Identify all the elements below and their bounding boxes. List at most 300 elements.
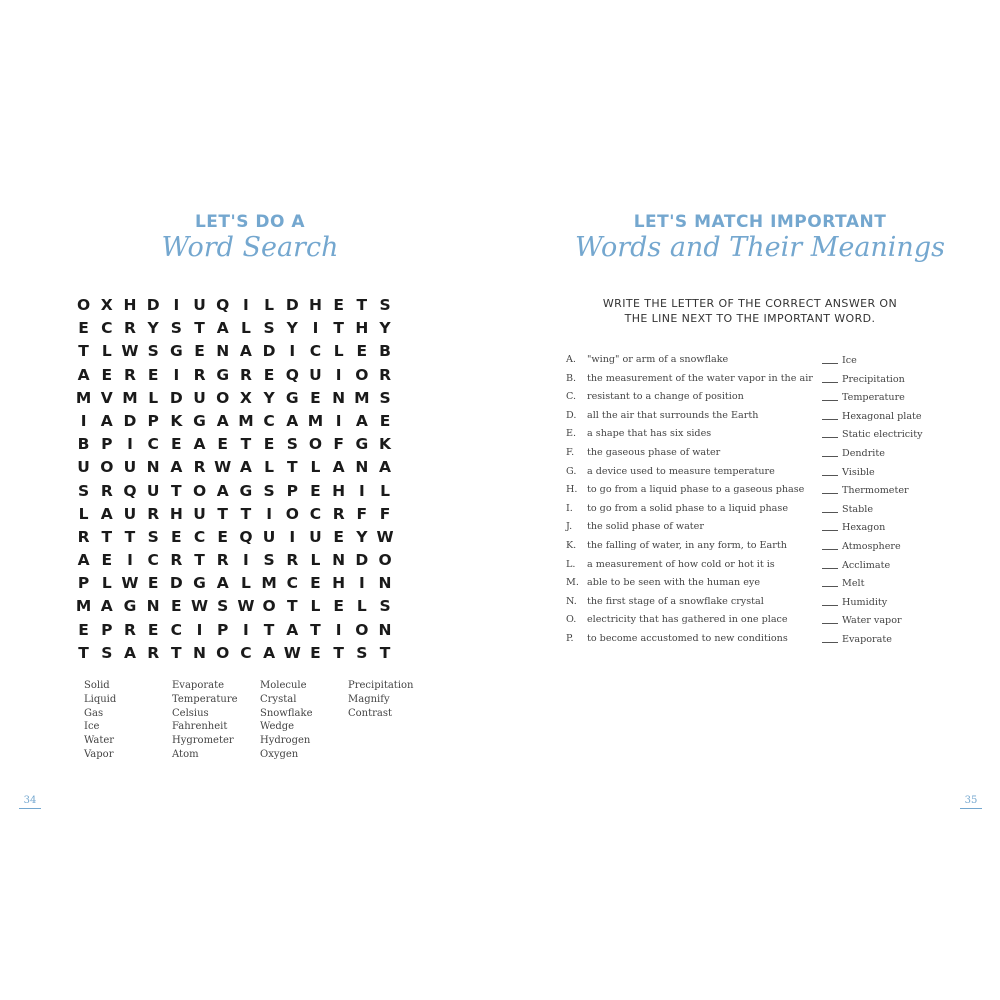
grid-letter: D [169,574,183,593]
definition-row [566,425,826,444]
grid-letter: C [170,620,183,639]
definition-letter: J. [566,521,573,533]
term-row [822,425,932,444]
definition-letter: E. [566,428,577,440]
grid-letter: G [193,574,206,593]
grid-letter: A [170,458,183,477]
grid-letter: E [171,527,182,546]
grid-letter: A [216,574,229,593]
grid-letter: T [263,620,275,639]
answer-blank[interactable] [822,444,838,457]
definition-row [566,537,826,556]
grid-letter: I [173,296,180,314]
definition-letter: M. [566,577,579,589]
grid-letter: L [310,458,321,477]
term-text: Hexagon [842,522,886,534]
grid-letter [397,619,420,642]
grid-letter: X [239,388,252,407]
grid-letter: U [309,365,322,384]
grid-letter: I [335,365,342,384]
matching-title: Words and Their Meanings [575,232,945,263]
grid-letter: A [77,551,90,570]
grid-letter: T [78,643,89,662]
grid-letter: T [379,643,391,662]
grid-letter: O [216,388,230,407]
grid-letter: I [127,435,133,454]
grid-letter: A [216,481,229,500]
grid-letter: I [127,551,133,570]
grid-letter: E [171,597,182,616]
answer-blank[interactable] [822,388,838,401]
grid-letter: A [355,411,368,430]
grid-letter: I [358,481,365,500]
word-bank-word: Liquid [84,693,117,705]
definition-letter: N. [566,595,577,607]
grid-letter: R [147,643,160,662]
term-text: Precipitation [842,373,905,385]
word-bank-word: Snowflake [260,707,313,719]
definition-text: to go from a liquid phase to a gaseous phase [587,484,805,496]
answer-blank[interactable] [822,611,838,624]
grid-letter: E [171,435,182,454]
grid-letter: E [147,365,159,384]
answer-blank[interactable] [822,500,838,513]
grid-letter: N [332,551,346,570]
answer-blank[interactable] [822,370,838,383]
definition-text: the solid phase of water [587,521,704,533]
grid-letter: S [147,342,159,361]
term-row [822,351,932,370]
grid-letter: D [123,411,137,430]
grid-letter: N [355,458,369,477]
grid-letter: O [355,620,369,639]
page-number-rule-right [960,808,982,809]
grid-letter: M [75,388,92,407]
answer-blank[interactable] [822,537,838,550]
grid-letter: H [332,574,346,593]
grid-letter: N [332,388,346,407]
grid-letter: H [355,319,369,338]
grid-letter: E [356,342,368,361]
definition-letter: A. [566,354,576,365]
grid-letter: G [285,388,299,407]
grid-letter: E [101,365,113,384]
grid-letter: R [239,365,252,384]
grid-letter: L [333,342,344,361]
grid-letter: M [261,574,277,593]
grid-letter: I [196,620,203,639]
definition-row [566,593,826,612]
answer-blank[interactable] [822,425,838,438]
grid-letter: A [216,411,229,430]
answer-blank[interactable] [822,407,838,420]
grid-letter: G [193,411,206,430]
grid-letter: C [286,574,298,593]
grid-letter: T [194,319,205,338]
grid-letter: I [80,411,87,430]
grid-letter: Y [356,527,368,546]
definition-letter: D. [566,409,577,421]
word-bank-word: Hydrogen [260,735,311,747]
grid-letter: X [100,296,113,314]
grid-letter: E [147,620,159,639]
answer-blank[interactable] [822,463,838,476]
grid-letter: I [266,504,272,523]
grid-letter: S [101,643,113,662]
grid-letter: W [214,458,232,477]
grid-letter: L [101,342,112,361]
term-text: Dendrite [842,447,885,459]
grid-letter: F [333,435,344,454]
term-text: Hexagonal plate [842,410,922,422]
grid-letter: S [286,435,298,454]
grid-letter [397,317,420,340]
grid-letter: D [285,296,299,314]
grid-letter: E [379,411,391,430]
word-bank-word: Water [84,735,115,747]
grid-letter [397,364,420,387]
grid-letter: L [240,574,251,593]
page-number-rule-left [19,808,41,809]
grid-letter: W [283,643,301,662]
grid-letter: I [243,620,249,639]
grid-letter: N [216,342,230,361]
grid-letter: U [193,296,206,314]
term-text: Thermometer [842,485,909,497]
grid-letter: M [354,388,370,407]
grid-letter: R [286,551,299,570]
grid-letter: I [312,319,319,338]
answer-blank[interactable] [822,630,838,643]
term-row [822,630,932,649]
grid-letter: M [75,597,92,616]
grid-letter: Y [379,319,391,338]
word-bank-column [348,679,436,762]
definition-text: "wing" or arm of a snowflake [587,354,729,365]
grid-letter: T [333,643,344,662]
term-row [822,370,932,389]
grid-letter: C [101,319,113,338]
grid-letter [397,387,420,410]
grid-letter: F [379,504,391,523]
grid-letter [397,433,420,456]
grid-letter: U [262,527,276,546]
term-row [822,556,932,575]
term-row [822,388,932,407]
definition-letter: P. [566,632,574,644]
definition-text: all the air that surrounds the Earth [587,409,759,421]
grid-letter: I [173,365,180,384]
grid-letter: U [77,458,90,477]
grid-letter: K [170,411,183,430]
word-search-grid [72,294,420,665]
grid-letter: E [310,643,321,662]
grid-letter: E [333,296,344,314]
grid-letter: O [262,597,276,616]
grid-letter: A [193,435,206,454]
grid-letter: N [378,574,392,593]
grid-letter: S [379,388,391,407]
definition-row [566,518,826,537]
grid-letter: P [101,435,113,454]
grid-letter: D [262,342,276,361]
grid-letter: C [309,342,322,361]
grid-letter: W [121,342,139,361]
grid-letter: E [194,342,205,361]
word-bank-word: Hygrometer [172,735,234,747]
grid-letter: S [263,481,275,500]
term-row [822,444,932,463]
grid-letter: U [193,504,206,523]
grid-letter: N [146,597,160,616]
word-search-title: Word Search [161,232,339,263]
grid-letter: R [193,365,206,384]
grid-letter: E [78,620,89,639]
definitions-list [566,351,826,649]
grid-letter: N [146,458,160,477]
grid-letter: E [147,574,159,593]
definition-row [566,370,826,389]
grid-letter: D [146,296,160,314]
matching-kicker: LET'S MATCH IMPORTANT [633,212,887,232]
word-bank-word: Oxygen [260,748,299,760]
term-row [822,407,932,426]
grid-letter: O [285,504,299,523]
grid-letter: A [263,643,276,662]
grid-letter: O [378,551,392,570]
word-bank-column [172,679,260,762]
definition-row [566,611,826,630]
grid-letter: O [77,296,91,314]
grid-letter: B [77,435,90,454]
answer-blank[interactable] [822,518,838,531]
grid-letter [397,340,420,363]
term-row [822,593,932,612]
definition-row [566,351,826,370]
grid-letter: S [379,296,391,314]
grid-letter: P [101,620,113,639]
grid-letter: T [217,504,228,523]
grid-letter: E [333,597,344,616]
grid-letter: I [358,574,365,593]
grid-letter: R [147,504,160,523]
grid-letter: H [308,296,322,314]
answer-blank[interactable] [822,481,838,494]
grid-letter: H [332,481,346,500]
grid-letter: A [216,319,229,338]
grid-letter: G [216,365,230,384]
term-text: Ice [842,355,857,366]
grid-letter: E [310,388,321,407]
term-row [822,574,932,593]
word-bank-word: Gas [84,707,104,719]
grid-letter: G [169,342,183,361]
term-text: Evaporate [842,633,892,645]
grid-letter: R [124,620,136,639]
term-text: Static electricity [842,429,923,441]
grid-letter: L [101,574,112,593]
word-bank-word: Ice [84,721,100,733]
grid-letter: N [193,643,207,662]
grid-letter: T [356,296,368,314]
definition-row [566,444,826,463]
grid-letter [397,294,420,317]
word-bank-word: Evaporate [172,680,225,691]
term-row [822,463,932,482]
grid-letter: T [310,620,321,639]
grid-letter: R [216,551,229,570]
grid-letter: R [124,365,136,384]
grid-letter: L [310,551,321,570]
definition-letter: F. [566,446,575,458]
definition-text: electricity that has gathered in one place [587,614,788,626]
word-bank-column [84,679,172,762]
word-bank-word: Fahrenheit [172,721,228,733]
grid-letter: W [190,597,209,616]
grid-letter: C [263,411,275,430]
grid-letter: A [100,504,113,523]
grid-letter: P [147,411,159,430]
word-bank-word: Contrast [348,707,393,719]
terms-list [822,351,932,649]
definition-row [566,481,826,500]
grid-letter: R [170,551,183,570]
grid-letter: I [289,527,296,546]
definition-letter: H. [566,484,578,496]
word-bank-word: Celsius [172,707,209,719]
term-text: Visible [842,466,875,478]
grid-letter [397,572,420,595]
grid-letter: P [77,574,90,593]
grid-letter: A [100,411,113,430]
grid-letter: A [77,365,90,384]
term-row [822,518,932,537]
grid-letter: C [147,435,159,454]
word-bank [84,679,436,762]
grid-letter: E [310,574,321,593]
grid-letter: A [379,458,392,477]
grid-letter [397,595,420,618]
grid-letter: L [240,319,251,338]
grid-letter: C [240,643,252,662]
grid-letter: E [263,365,275,384]
grid-letter [397,549,420,572]
term-row [822,537,932,556]
word-bank-word: Solid [84,680,110,691]
answer-blank[interactable] [822,574,838,587]
grid-letter: I [289,342,296,361]
grid-letter: P [286,481,298,500]
grid-letter: U [193,388,206,407]
definition-row [566,630,826,649]
definition-text: a shape that has six sides [587,428,712,440]
definition-letter: O. [566,614,577,626]
answer-blank[interactable] [822,351,838,364]
grid-letter: I [243,296,249,314]
grid-letter: T [171,481,182,500]
grid-letter: M [238,411,254,430]
definition-letter: I. [566,502,573,514]
term-row [822,500,932,519]
grid-letter: O [216,643,230,662]
grid-letter: Y [263,388,275,407]
grid-letter: R [332,504,345,523]
definition-letter: K. [566,539,577,551]
word-search-kicker: LET'S DO A [194,212,306,232]
grid-letter: O [308,435,323,454]
grid-letter: B [379,342,391,361]
definition-row [566,388,826,407]
definition-text: a measurement of how cold or hot it is [587,558,775,570]
grid-letter: A [286,411,299,430]
grid-letter: C [147,551,159,570]
term-text: Humidity [842,596,888,608]
answer-blank[interactable] [822,556,838,569]
grid-letter: L [148,388,159,407]
grid-letter: W [376,527,394,546]
grid-letter: E [217,435,229,454]
definition-text: the measurement of the water vapor in the air [587,372,813,384]
grid-letter: M [307,411,324,430]
grid-letter: S [379,597,391,616]
term-text: Melt [842,578,865,590]
grid-letter: T [194,551,205,570]
definition-row [566,500,826,519]
grid-letter: A [100,597,113,616]
grid-letter: C [193,527,206,546]
grid-letter: K [379,435,392,454]
grid-letter: L [264,296,275,314]
grid-letter: D [355,551,369,570]
grid-letter: T [240,435,252,454]
word-bank-word: Wedge [260,721,295,733]
grid-letter: S [147,527,159,546]
grid-letter: O [355,365,369,384]
word-bank-word: Vapor [84,748,114,760]
grid-letter: R [77,527,90,546]
term-row [822,481,932,500]
grid-letter: C [309,504,322,523]
word-bank-column [260,679,348,762]
grid-letter: V [100,388,113,407]
grid-letter: W [121,574,139,593]
grid-letter: A [286,620,299,639]
grid-letter: U [123,504,137,523]
grid-letter: S [217,597,229,616]
grid-letter: Q [123,481,137,500]
grid-letter: R [124,319,136,338]
grid-letter: U [146,481,160,500]
grid-letter: L [310,597,321,616]
word-bank-word: Precipitation [348,680,414,691]
right-page [500,0,1000,1000]
term-text: Temperature [842,392,905,404]
definition-text: a device used to measure temperature [587,465,775,477]
grid-letter: T [286,458,298,477]
grid-letter: A [239,342,252,361]
grid-letter: M [122,388,138,407]
grid-letter: T [333,319,344,338]
grid-letter: E [310,481,321,500]
grid-letter: P [217,620,229,639]
grid-letter: E [101,551,113,570]
grid-letter: N [378,620,392,639]
word-bank-word: Temperature [172,693,238,705]
grid-letter: I [243,551,249,570]
definition-row [566,556,826,575]
definition-text: able to be seen with the human eye [587,577,761,589]
answer-blank[interactable] [822,593,838,606]
